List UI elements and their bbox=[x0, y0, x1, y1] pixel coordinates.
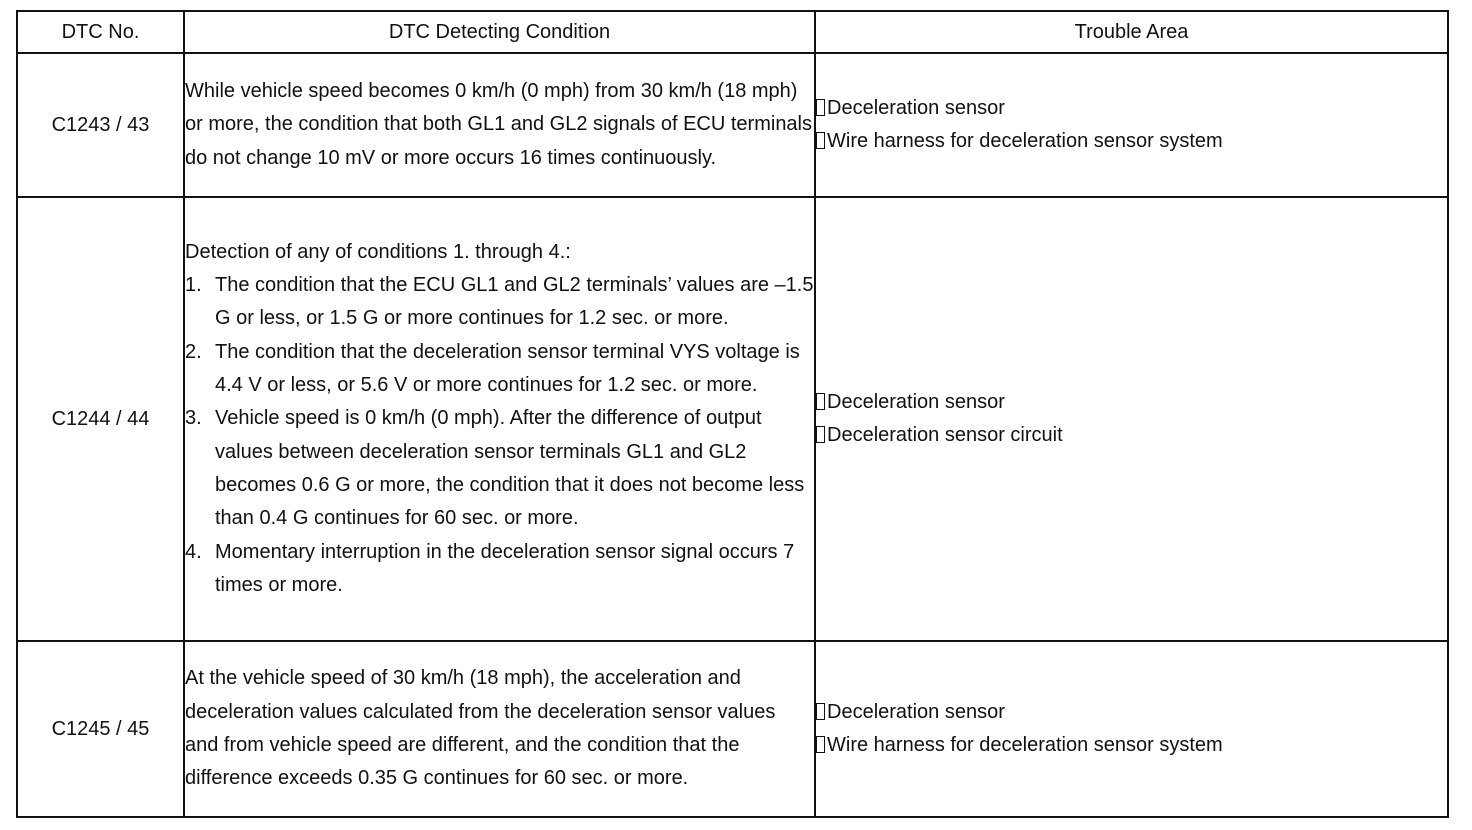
trouble-area bbox=[815, 197, 1448, 641]
dtc-code: C1244 / 44 bbox=[17, 197, 184, 641]
checkbox-square-icon bbox=[816, 132, 825, 149]
condition-list-item bbox=[185, 402, 814, 535]
table-row bbox=[17, 641, 1448, 817]
condition-list bbox=[185, 269, 814, 602]
condition-item-text: The condition that the ECU GL1 and GL2 terminals’ values are –1.5 G or less, or 1.5 G or more continues for 1.2 sec. or more. bbox=[215, 274, 814, 330]
condition-text: At the vehicle speed of 30 km/h (18 mph), the acceleration and deceleration values calculated from the deceleration sensor values and from vehicle speed are different, and the condition that the difference exceeds 0.35 G continues for 60 sec. or more. bbox=[185, 667, 776, 790]
condition-number: 2. bbox=[185, 340, 202, 363]
trouble-area-item: Wire harness for deceleration sensor system bbox=[816, 729, 1447, 762]
header-row bbox=[17, 11, 1448, 53]
trouble-area bbox=[815, 641, 1448, 817]
header-detecting-condition: DTC Detecting Condition bbox=[184, 11, 815, 53]
condition-list-item bbox=[185, 536, 814, 603]
checkbox-square-icon bbox=[816, 426, 825, 443]
header-trouble-area: Trouble Area bbox=[815, 11, 1448, 53]
trouble-area-item: Deceleration sensor circuit bbox=[816, 419, 1447, 452]
condition-item-text: The condition that the deceleration sensor terminal VYS voltage is 4.4 V or less, or 5.6 V or more continues for 1.2 sec. or more. bbox=[215, 340, 800, 397]
table-row bbox=[17, 53, 1448, 197]
detecting-condition bbox=[184, 53, 815, 197]
condition-number: 4. bbox=[185, 540, 202, 563]
trouble-area-item: Wire harness for deceleration sensor system bbox=[816, 125, 1447, 158]
detecting-condition bbox=[184, 641, 815, 817]
condition-intro: Detection of any of conditions 1. through 4.: bbox=[185, 240, 571, 263]
checkbox-square-icon bbox=[816, 736, 825, 753]
condition-item-text: Momentary interruption in the deceleration sensor signal occurs 7 times or more. bbox=[215, 540, 795, 596]
dtc-code: C1243 / 43 bbox=[17, 53, 184, 197]
detecting-condition bbox=[184, 197, 815, 641]
trouble-area-item: Deceleration sensor bbox=[816, 386, 1447, 419]
condition-item-text: Vehicle speed is 0 km/h (0 mph). After the difference of output values between deceleration sensor terminals GL1 and GL2 becomes 0.6 G or more, the condition that it does not become less than 0.4 G continues for 60 sec. or more. bbox=[215, 407, 805, 530]
checkbox-square-icon bbox=[816, 393, 825, 410]
dtc-table bbox=[16, 10, 1449, 818]
dtc-code: C1245 / 45 bbox=[17, 641, 184, 817]
trouble-area bbox=[815, 53, 1448, 197]
checkbox-square-icon bbox=[816, 703, 825, 720]
table-row bbox=[17, 197, 1448, 641]
condition-number: 3. bbox=[185, 407, 202, 430]
trouble-area-item: Deceleration sensor bbox=[816, 92, 1447, 125]
trouble-area-item: Deceleration sensor bbox=[816, 696, 1447, 729]
header-dtc-no: DTC No. bbox=[17, 11, 184, 53]
condition-number: 1. bbox=[185, 274, 202, 297]
condition-list-item bbox=[185, 269, 814, 336]
condition-text: While vehicle speed becomes 0 km/h (0 mph) from 30 km/h (18 mph) or more, the condition that both GL1 and GL2 signals of ECU terminals do not change 10 mV or more occurs 16 times continuously. bbox=[185, 80, 813, 169]
checkbox-square-icon bbox=[816, 99, 825, 116]
condition-list-item bbox=[185, 336, 814, 403]
